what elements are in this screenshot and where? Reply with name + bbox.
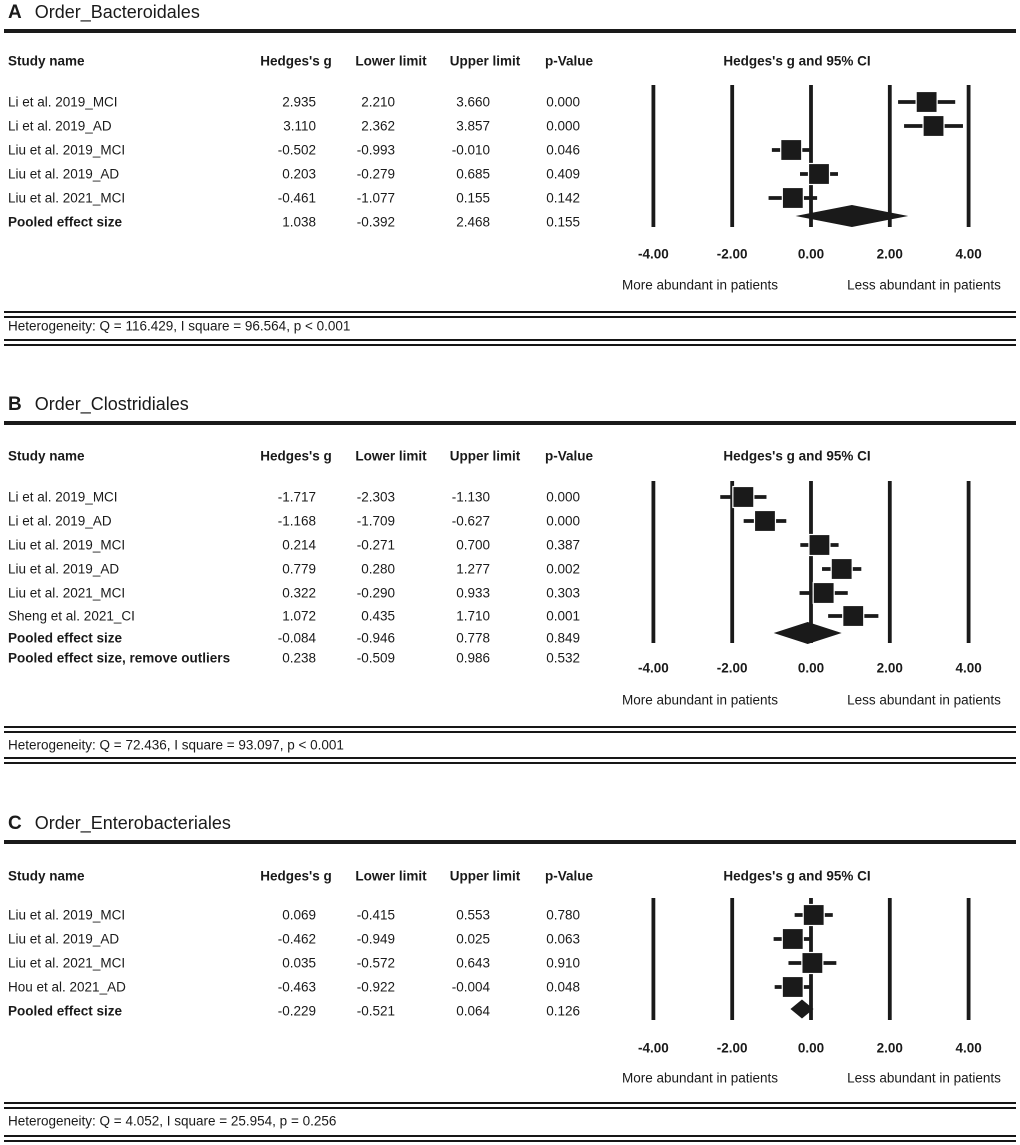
study-name: Liu et al. 2019_MCI (8, 537, 126, 553)
x-axis-tick-label: 2.00 (876, 246, 903, 262)
axis-annotation-left: More abundant in patients (621, 277, 779, 293)
column-header: Upper limit (449, 868, 521, 884)
effect-size-square (808, 164, 829, 185)
value-g: -0.463 (277, 979, 316, 995)
value-lower: -0.922 (356, 979, 395, 995)
effect-size-square (782, 929, 803, 950)
column-header: Upper limit (449, 53, 521, 69)
value-upper: 0.064 (456, 1003, 490, 1019)
value-g: -0.229 (277, 1003, 316, 1019)
effect-size-square (809, 535, 830, 556)
effect-size-square (733, 487, 754, 508)
value-g: 0.069 (282, 907, 316, 923)
value-lower: -0.993 (356, 142, 395, 158)
x-axis-tick-label: 0.00 (797, 246, 825, 262)
study-name: Pooled effect size (8, 214, 123, 230)
effect-size-square (781, 140, 802, 161)
value-p: 0.387 (546, 537, 580, 553)
value-g: -1.168 (277, 513, 316, 529)
heterogeneity-bottom-rule (4, 339, 1016, 346)
value-p: 0.063 (546, 931, 580, 947)
x-axis-tick-label: 4.00 (955, 1040, 982, 1056)
value-upper: -0.627 (451, 513, 490, 529)
value-p: 0.001 (546, 608, 580, 624)
value-lower: 0.280 (361, 561, 395, 577)
x-axis-tick-label: -4.00 (638, 660, 669, 676)
study-name: Pooled effect size (8, 1003, 123, 1019)
column-header: Hedges's g (260, 448, 332, 464)
value-upper: 0.643 (456, 955, 490, 971)
panel-title (8, 394, 189, 416)
column-header: Upper limit (449, 448, 521, 464)
value-lower: -0.521 (356, 1003, 395, 1019)
value-upper: 0.685 (456, 166, 490, 182)
value-g: 3.110 (283, 118, 316, 134)
value-p: 0.046 (546, 142, 580, 158)
study-name: Li et al. 2019_MCI (8, 94, 118, 110)
value-g: 0.203 (282, 166, 316, 182)
axis-annotation-right: Less abundant in patients (847, 692, 1001, 708)
value-p: 0.910 (546, 955, 580, 971)
panel-letter: A (8, 2, 22, 23)
value-g: -0.502 (277, 142, 316, 158)
study-name: Liu et al. 2019_MCI (8, 907, 126, 923)
value-lower: -1.709 (356, 513, 395, 529)
value-p: 0.409 (546, 166, 580, 182)
value-p: 0.849 (546, 630, 580, 646)
panel-title-label: Order_Clostridiales (34, 394, 189, 414)
heterogeneity-text: Heterogeneity: Q = 116.429, I square = 96.564, p < 0.001 (8, 318, 351, 334)
value-lower: -0.392 (356, 214, 395, 230)
value-upper: 1.277 (456, 561, 490, 577)
value-upper: 0.155 (456, 190, 490, 206)
x-axis-tick-label: 2.00 (876, 1040, 903, 1056)
study-name: Hou et al. 2021_AD (8, 979, 126, 995)
value-lower: -0.415 (356, 907, 395, 923)
column-header: Hedges's g (260, 53, 332, 69)
x-axis-tick-label: 0.00 (797, 1040, 825, 1056)
panel-letter: B (8, 394, 22, 415)
effect-size-square (782, 188, 803, 209)
study-name: Liu et al. 2019_AD (8, 166, 120, 182)
effect-size-square (802, 953, 823, 974)
value-lower: -0.949 (356, 931, 395, 947)
study-name: Liu et al. 2019_MCI (8, 142, 126, 158)
plot-title: Hedges's g and 95% CI (723, 868, 871, 884)
value-upper: 0.986 (456, 650, 490, 666)
panel-title-label: Order_Enterobacteriales (34, 813, 231, 833)
pooled-effect-diamond (774, 622, 842, 644)
column-header: p-Value (544, 53, 594, 69)
x-axis-tick-label: 4.00 (955, 660, 982, 676)
value-upper: -1.130 (451, 489, 490, 505)
heterogeneity-text: Heterogeneity: Q = 4.052, I square = 25.954, p = 0.256 (8, 1113, 337, 1129)
value-g: -0.462 (277, 931, 316, 947)
study-name: Liu et al. 2021_MCI (8, 955, 126, 971)
effect-size-square (843, 606, 864, 627)
value-p: 0.780 (546, 907, 580, 923)
panel-title (8, 813, 231, 835)
column-header: p-Value (544, 448, 594, 464)
column-header-study: Study name (8, 868, 85, 884)
study-name: Liu et al. 2021_MCI (8, 585, 126, 601)
study-name: Liu et al. 2019_AD (8, 931, 120, 947)
column-header: Hedges's g (260, 868, 332, 884)
x-axis-tick-label: 2.00 (876, 660, 903, 676)
value-g: 2.935 (282, 94, 316, 110)
effect-size-square (923, 116, 944, 137)
heterogeneity-bottom-rule (4, 757, 1016, 764)
column-header: Lower limit (355, 53, 427, 69)
column-header: p-Value (544, 868, 594, 884)
x-axis-tick-label: 4.00 (955, 246, 982, 262)
value-upper: 0.553 (456, 907, 490, 923)
title-rule (4, 840, 1016, 844)
axis-annotation-right: Less abundant in patients (847, 277, 1001, 293)
x-axis-tick-label: -2.00 (716, 246, 748, 262)
value-upper: 3.857 (456, 118, 490, 134)
value-g: 1.038 (282, 214, 316, 230)
heterogeneity-bottom-rule (4, 1135, 1016, 1142)
study-name: Pooled effect size, remove outliers (8, 650, 231, 666)
value-lower: -0.572 (356, 955, 395, 971)
axis-annotation-right: Less abundant in patients (847, 1070, 1001, 1086)
value-p: 0.048 (546, 979, 580, 995)
value-upper: 0.700 (456, 537, 490, 553)
axis-annotation-left: More abundant in patients (621, 1070, 779, 1086)
value-lower: -2.303 (356, 489, 395, 505)
forest-plot (628, 478, 1016, 648)
value-lower: -1.077 (356, 190, 395, 206)
study-name: Sheng et al. 2021_CI (8, 608, 135, 624)
value-g: 0.035 (282, 955, 316, 971)
value-p: 0.000 (546, 513, 580, 529)
study-name: Pooled effect size (8, 630, 123, 646)
title-rule (4, 421, 1016, 425)
value-upper: -0.004 (451, 979, 490, 995)
axis-annotation-left: More abundant in patients (621, 692, 779, 708)
panel-letter: C (8, 813, 22, 834)
study-name: Liu et al. 2019_AD (8, 561, 120, 577)
column-header-study: Study name (8, 53, 85, 69)
value-lower: -0.509 (356, 650, 395, 666)
heterogeneity-top-rule (4, 726, 1016, 733)
value-p: 0.000 (546, 94, 580, 110)
effect-size-square (754, 511, 775, 532)
value-lower: -0.946 (356, 630, 395, 646)
value-upper: 0.778 (456, 630, 490, 646)
value-p: 0.002 (546, 561, 580, 577)
value-g: -0.461 (277, 190, 316, 206)
value-g: 0.214 (282, 537, 316, 553)
effect-size-square (782, 977, 803, 998)
column-header-study: Study name (8, 448, 85, 464)
effect-size-square (916, 92, 937, 113)
plot-title: Hedges's g and 95% CI (723, 448, 871, 464)
value-upper: 0.933 (456, 585, 490, 601)
value-upper: -0.010 (451, 142, 490, 158)
value-p: 0.142 (546, 190, 580, 206)
value-g: 0.322 (282, 585, 316, 601)
plot-title: Hedges's g and 95% CI (723, 53, 871, 69)
heterogeneity-top-rule (4, 1102, 1016, 1109)
value-lower: -0.290 (356, 585, 395, 601)
value-g: -1.717 (277, 489, 316, 505)
study-name: Li et al. 2019_MCI (8, 489, 118, 505)
panel-title-label: Order_Bacteroidales (34, 2, 200, 22)
value-p: 0.126 (546, 1003, 580, 1019)
x-axis-tick-label: -4.00 (638, 246, 669, 262)
x-axis-tick-label: -2.00 (716, 660, 748, 676)
study-name: Li et al. 2019_AD (8, 513, 112, 529)
value-lower: -0.279 (356, 166, 395, 182)
value-g: -0.084 (277, 630, 316, 646)
value-lower: -0.271 (356, 537, 395, 553)
heterogeneity-top-rule (4, 311, 1016, 318)
value-upper: 0.025 (456, 931, 490, 947)
x-axis-tick-label: 0.00 (797, 660, 825, 676)
forest-plot (628, 895, 1016, 1025)
panel-title (8, 2, 200, 24)
column-header: Lower limit (355, 868, 427, 884)
column-header: Lower limit (355, 448, 427, 464)
value-g: 1.072 (282, 608, 316, 624)
value-p: 0.000 (546, 489, 580, 505)
study-name: Liu et al. 2021_MCI (8, 190, 126, 206)
forest-plot (628, 82, 1016, 232)
value-g: 0.779 (282, 561, 316, 577)
study-name: Li et al. 2019_AD (8, 118, 112, 134)
value-upper: 1.710 (456, 608, 490, 624)
title-rule (4, 29, 1016, 33)
value-p: 0.532 (546, 650, 580, 666)
effect-size-square (803, 905, 824, 926)
value-upper: 3.660 (456, 94, 490, 110)
value-lower: 2.362 (361, 118, 395, 134)
value-lower: 0.435 (361, 608, 395, 624)
value-lower: 2.210 (361, 94, 395, 110)
value-p: 0.155 (546, 214, 580, 230)
x-axis-tick-label: -2.00 (716, 1040, 748, 1056)
value-upper: 2.468 (456, 214, 490, 230)
value-g: 0.238 (282, 650, 316, 666)
effect-size-square (831, 559, 852, 580)
value-p: 0.303 (546, 585, 580, 601)
effect-size-square (813, 583, 834, 604)
heterogeneity-text: Heterogeneity: Q = 72.436, I square = 93.097, p < 0.001 (8, 737, 344, 753)
value-p: 0.000 (546, 118, 580, 134)
x-axis-tick-label: -4.00 (638, 1040, 669, 1056)
